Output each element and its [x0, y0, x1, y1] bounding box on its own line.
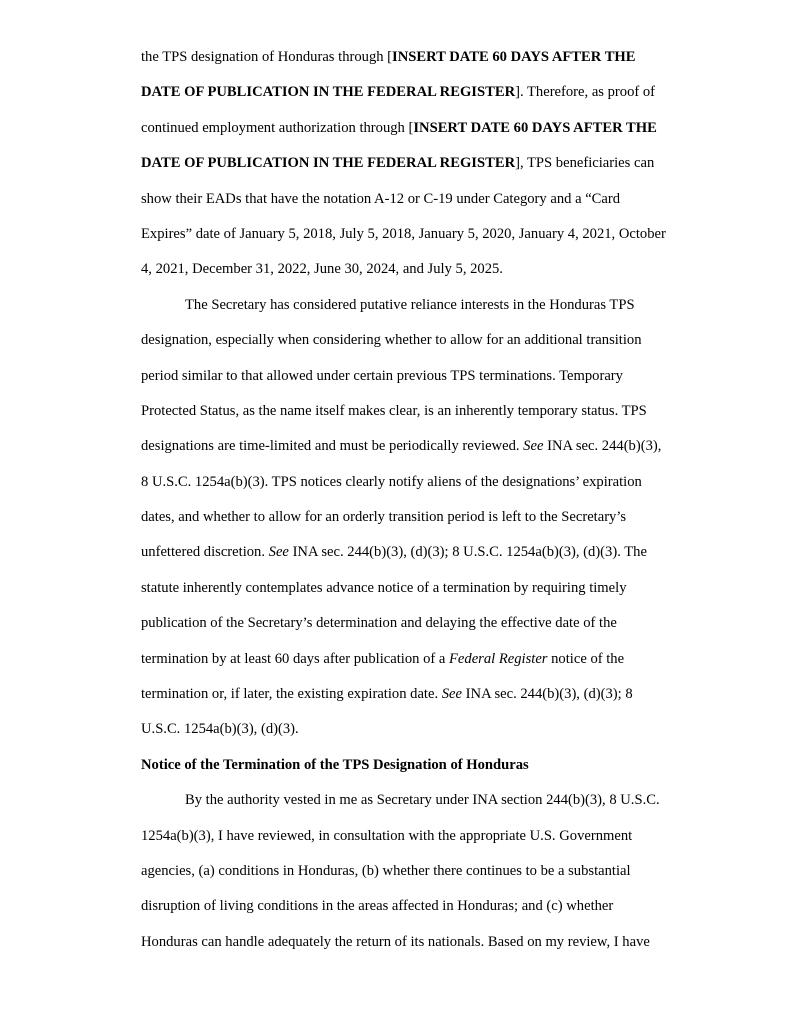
bold-placeholder: DATE OF PUBLICATION IN THE FEDERAL REGISTER [141, 84, 516, 101]
section-heading: Notice of the Termination of the TPS Designation of Honduras [141, 756, 529, 773]
text-span: period similar to that allowed under certain previous TPS terminations. Temporary [141, 367, 623, 384]
text-span: Protected Status, as the name itself makes clear, is an inherently temporary status. TPS [141, 402, 647, 419]
text-line [141, 217, 701, 252]
text-line [141, 500, 701, 535]
text-line [141, 40, 701, 75]
text-line: 1254a(b)(3), I have reviewed, in consultation with the appropriate U.S. Government [141, 827, 633, 844]
text-line [141, 359, 701, 394]
text-span: designation, especially when considering whether to allow for an additional transition [141, 332, 642, 349]
text-span: 8 U.S.C. 1254a(b)(3). TPS notices clearly notify aliens of the designations’ expiration [141, 473, 642, 490]
paragraph-3 [141, 783, 701, 960]
text-line [141, 677, 701, 712]
italic-citation: See [441, 686, 463, 703]
text-line [141, 465, 701, 500]
text-line [141, 394, 701, 429]
paragraph-2 [141, 288, 701, 748]
text-line: agencies, (a) conditions in Honduras, (b) whether there continues to be a substantial [141, 862, 631, 879]
text-span: statute inherently contemplates advance notice of a termination by requiring timely [141, 579, 627, 596]
text-span: ]. Therefore, as proof of [515, 84, 656, 101]
text-span: notice of the [547, 650, 625, 667]
text-line [141, 288, 701, 323]
text-line [141, 535, 701, 570]
text-line [141, 429, 701, 464]
text-line [141, 606, 701, 641]
text-span: termination or, if later, the existing expiration date. [141, 686, 442, 703]
text-span: termination by at least 60 days after publication of a [141, 650, 449, 667]
text-span: ], TPS beneficiaries can [515, 155, 655, 172]
text-span: continued employment authorization through [ [141, 119, 414, 136]
text-line [141, 642, 701, 677]
italic-citation: See [268, 544, 289, 561]
italic-citation: See [523, 438, 544, 455]
text-line: Honduras can handle adequately the return of its nationals. Based on my review, I have [141, 933, 650, 950]
text-span: INA sec. 244(b)(3), (d)(3); 8 U.S.C. 1254a(b)(3), (d)(3). The [288, 544, 647, 561]
bold-placeholder: INSERT DATE 60 DAYS AFTER THE [392, 49, 636, 65]
bold-placeholder: INSERT DATE 60 DAYS AFTER THE [413, 119, 657, 136]
text-line: disruption of living conditions in the areas affected in Honduras; and (c) whether [141, 898, 614, 915]
italic-publication: Federal Register [449, 650, 548, 667]
text-line [141, 111, 701, 146]
text-span: U.S.C. 1254a(b)(3), (d)(3). [141, 721, 299, 738]
text-span: Expires” date of January 5, 2018, July 5, 2018, January 5, 2020, January 4, 2021, October [141, 225, 666, 242]
text-span: designations are time-limited and must be periodically reviewed. [141, 438, 524, 455]
text-line [141, 146, 701, 181]
text-span: The Secretary has considered putative reliance interests in the Honduras TPS [185, 296, 635, 313]
text-span: INA sec. 244(b)(3), [543, 438, 662, 455]
paragraph-1 [141, 40, 701, 288]
text-span: unfettered discretion. [141, 544, 269, 561]
text-span: show their EADs that have the notation A-12 or C-19 under Category and a “Card [141, 190, 621, 207]
text-line: By the authority vested in me as Secretary under INA section 244(b)(3), 8 U.S.C. [185, 792, 660, 809]
text-line [141, 323, 701, 358]
text-line [141, 712, 701, 747]
text-line [141, 571, 701, 606]
bold-placeholder: DATE OF PUBLICATION IN THE FEDERAL REGISTER [141, 155, 516, 172]
text-span: the TPS designation of Honduras through [ [141, 49, 393, 65]
text-span: 4, 2021, December 31, 2022, June 30, 2024, and July 5, 2025. [141, 261, 503, 278]
text-line [141, 252, 701, 287]
text-span: INA sec. 244(b)(3), (d)(3); 8 [462, 686, 633, 703]
text-line [141, 75, 701, 110]
text-line [141, 182, 701, 217]
text-span: publication of the Secretary’s determination and delaying the effective date of the [141, 615, 617, 632]
text-span: dates, and whether to allow for an orderly transition period is left to the Secretary’s [141, 509, 627, 526]
document-page [141, 40, 701, 960]
